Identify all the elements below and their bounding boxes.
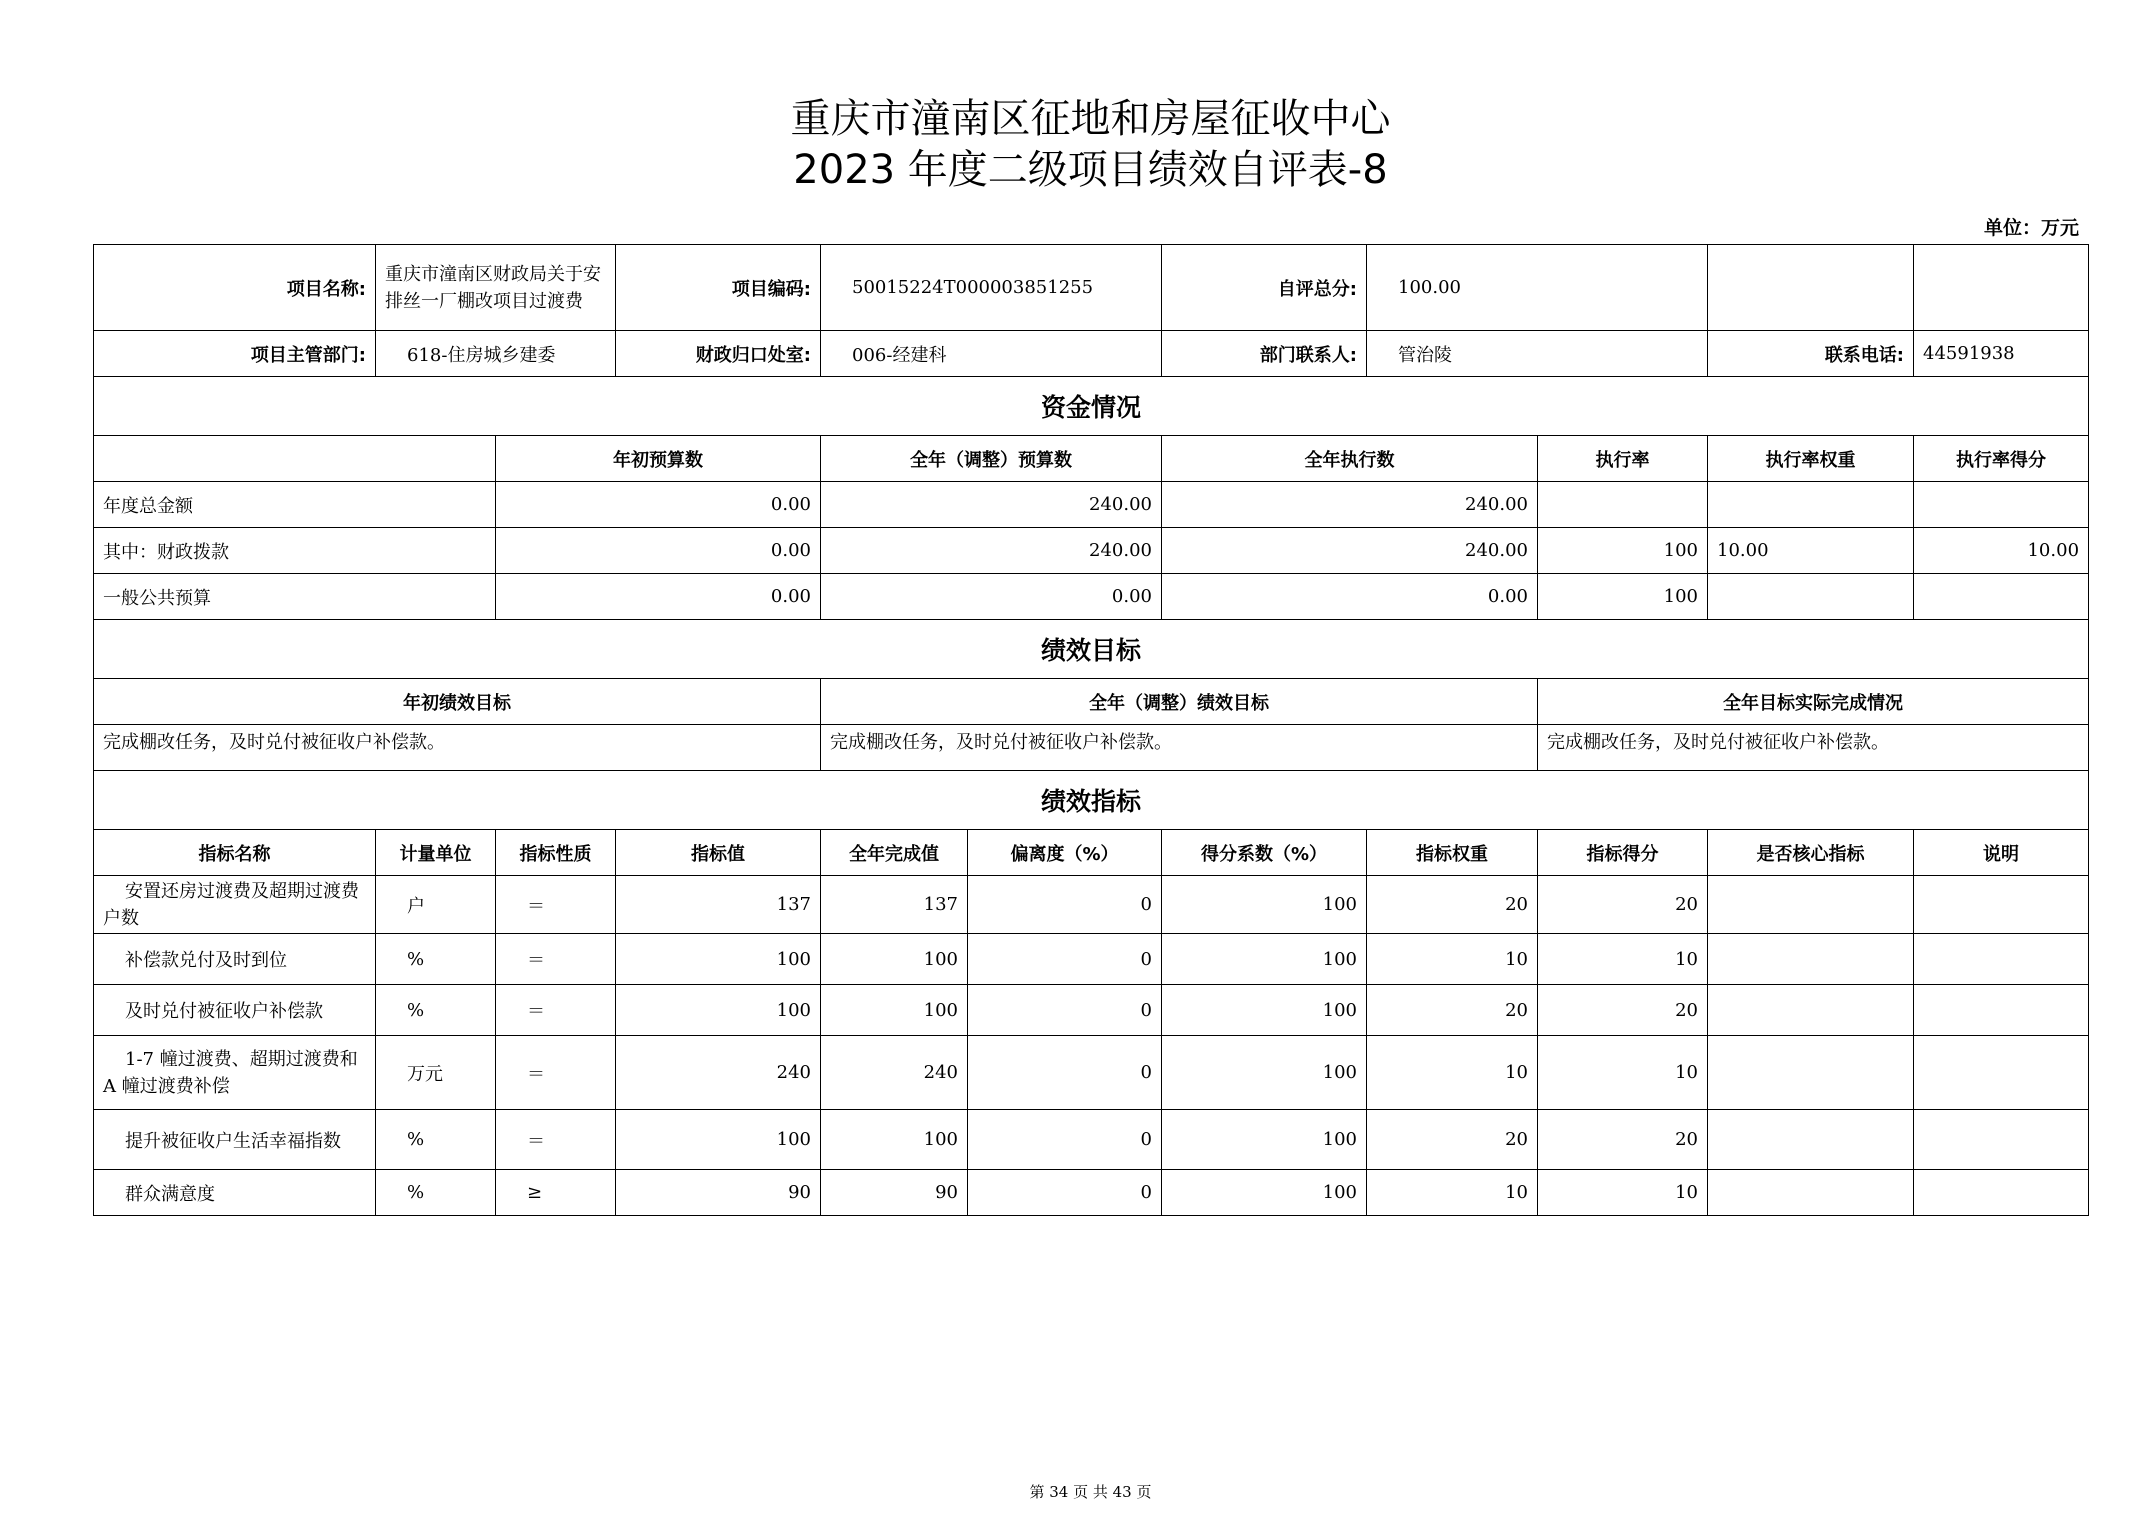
indicator-core xyxy=(1708,1110,1914,1170)
dept-label: 项目主管部门: xyxy=(94,331,376,377)
indicator-name: 1-7 幢过渡费、超期过渡费和 A 幢过渡费补偿 xyxy=(94,1036,376,1110)
indicator-nature: ＝ xyxy=(496,1110,616,1170)
indicator-core xyxy=(1708,1036,1914,1110)
funds-header: 全年执行数 xyxy=(1162,436,1538,482)
funds-executed: 240.00 xyxy=(1162,482,1538,528)
indicator-unit: % xyxy=(376,1170,496,1216)
indicator-core xyxy=(1708,876,1914,934)
indicator-row xyxy=(94,876,2089,934)
indicator-actual: 240 xyxy=(821,1036,968,1110)
indicators-header: 全年完成值 xyxy=(821,830,968,876)
funds-score xyxy=(1914,482,2089,528)
indicator-note xyxy=(1914,876,2089,934)
goals-section-row xyxy=(94,620,2089,679)
funds-row xyxy=(94,528,2089,574)
indicator-name: 及时兑付被征收户补偿款 xyxy=(94,985,376,1036)
indicator-deviation: 0 xyxy=(968,1170,1162,1216)
evaluation-table xyxy=(93,244,2089,1216)
indicator-nature: ≥ xyxy=(496,1170,616,1216)
unit-label: 单位：万元 xyxy=(1983,217,2079,239)
indicator-actual: 100 xyxy=(821,934,968,985)
dept-value: 618-住房城乡建委 xyxy=(376,331,616,377)
indicator-row xyxy=(94,934,2089,985)
funds-row-name: 其中：财政拨款 xyxy=(94,528,496,574)
funds-header: 执行率得分 xyxy=(1914,436,2089,482)
indicator-name: 安置还房过渡费及超期过渡费户数 xyxy=(94,876,376,934)
indicator-actual: 137 xyxy=(821,876,968,934)
indicators-header: 偏离度（%） xyxy=(968,830,1162,876)
indicator-target: 90 xyxy=(616,1170,821,1216)
indicator-deviation: 0 xyxy=(968,1110,1162,1170)
goal-adjusted: 完成棚改任务，及时兑付被征收户补偿款。 xyxy=(821,725,1538,771)
indicator-row xyxy=(94,1110,2089,1170)
indicator-weight: 20 xyxy=(1367,985,1538,1036)
indicator-core xyxy=(1708,934,1914,985)
funds-executed: 0.00 xyxy=(1162,574,1538,620)
goals-header: 全年（调整）绩效目标 xyxy=(821,679,1538,725)
indicator-note xyxy=(1914,934,2089,985)
indicator-row xyxy=(94,985,2089,1036)
goal-initial: 完成棚改任务，及时兑付被征收户补偿款。 xyxy=(94,725,821,771)
indicator-score: 10 xyxy=(1538,1170,1708,1216)
indicator-target: 137 xyxy=(616,876,821,934)
funds-adjusted: 240.00 xyxy=(821,528,1162,574)
indicator-weight: 20 xyxy=(1367,876,1538,934)
indicators-header-row xyxy=(94,830,2089,876)
indicator-unit: % xyxy=(376,985,496,1036)
goals-header: 年初绩效目标 xyxy=(94,679,821,725)
indicators-header: 指标值 xyxy=(616,830,821,876)
goals-section-title: 绩效目标 xyxy=(94,620,2089,679)
indicator-row xyxy=(94,1036,2089,1110)
indicator-unit: % xyxy=(376,934,496,985)
indicator-coef: 100 xyxy=(1162,1036,1367,1110)
indicator-coef: 100 xyxy=(1162,934,1367,985)
finance-office-label: 财政归口处室: xyxy=(616,331,821,377)
indicators-section-row xyxy=(94,771,2089,830)
funds-executed: 240.00 xyxy=(1162,528,1538,574)
indicator-actual: 100 xyxy=(821,985,968,1036)
indicator-deviation: 0 xyxy=(968,876,1162,934)
indicator-target: 100 xyxy=(616,985,821,1036)
project-name-value: 重庆市潼南区财政局关于安排丝一厂棚改项目过渡费 xyxy=(376,245,616,331)
funds-header: 执行率权重 xyxy=(1708,436,1914,482)
funds-row xyxy=(94,574,2089,620)
indicator-weight: 10 xyxy=(1367,934,1538,985)
indicator-unit: % xyxy=(376,1110,496,1170)
self-score-label: 自评总分: xyxy=(1162,245,1367,331)
finance-office-value: 006-经建科 xyxy=(821,331,1162,377)
goals-value-row xyxy=(94,725,2089,771)
indicator-nature: ＝ xyxy=(496,985,616,1036)
funds-initial: 0.00 xyxy=(496,482,821,528)
indicators-section-title: 绩效指标 xyxy=(94,771,2089,830)
indicators-header: 计量单位 xyxy=(376,830,496,876)
indicator-weight: 10 xyxy=(1367,1170,1538,1216)
indicator-nature: ＝ xyxy=(496,1036,616,1110)
contact-label: 部门联系人: xyxy=(1162,331,1367,377)
info-row-2 xyxy=(94,331,2089,377)
funds-header: 年初预算数 xyxy=(496,436,821,482)
indicator-coef: 100 xyxy=(1162,1110,1367,1170)
indicators-header: 是否核心指标 xyxy=(1708,830,1914,876)
indicator-coef: 100 xyxy=(1162,876,1367,934)
funds-rate xyxy=(1538,482,1708,528)
funds-initial: 0.00 xyxy=(496,574,821,620)
indicators-header: 指标名称 xyxy=(94,830,376,876)
funds-adjusted: 0.00 xyxy=(821,574,1162,620)
indicator-score: 20 xyxy=(1538,1110,1708,1170)
indicators-header: 指标得分 xyxy=(1538,830,1708,876)
funds-header-row xyxy=(94,436,2089,482)
indicator-note xyxy=(1914,1036,2089,1110)
indicators-header: 说明 xyxy=(1914,830,2089,876)
funds-weight: 10.00 xyxy=(1708,528,1914,574)
indicator-unit: 户 xyxy=(376,876,496,934)
funds-initial: 0.00 xyxy=(496,528,821,574)
indicator-actual: 100 xyxy=(821,1110,968,1170)
document-title: 重庆市潼南区征地和房屋征收中心 xyxy=(790,96,1391,142)
indicator-coef: 100 xyxy=(1162,1170,1367,1216)
phone-label: 联系电话: xyxy=(1708,331,1914,377)
funds-header: 全年（调整）预算数 xyxy=(821,436,1162,482)
project-name-label: 项目名称: xyxy=(94,245,376,331)
self-score-value: 100.00 xyxy=(1367,245,1708,331)
indicator-score: 10 xyxy=(1538,934,1708,985)
indicator-note xyxy=(1914,1170,2089,1216)
funds-score xyxy=(1914,574,2089,620)
funds-section-row xyxy=(94,377,2089,436)
indicator-deviation: 0 xyxy=(968,985,1162,1036)
funds-row xyxy=(94,482,2089,528)
indicator-nature: ＝ xyxy=(496,934,616,985)
indicator-name: 提升被征收户生活幸福指数 xyxy=(94,1110,376,1170)
goals-header-row xyxy=(94,679,2089,725)
empty-cell xyxy=(94,436,496,482)
empty-cell xyxy=(1914,245,2089,331)
funds-row-name: 一般公共预算 xyxy=(94,574,496,620)
document-subtitle: 2023 年度二级项目绩效自评表-8 xyxy=(793,147,1388,193)
indicators-header: 指标权重 xyxy=(1367,830,1538,876)
indicator-actual: 90 xyxy=(821,1170,968,1216)
indicator-coef: 100 xyxy=(1162,985,1367,1036)
indicator-note xyxy=(1914,985,2089,1036)
funds-section-title: 资金情况 xyxy=(94,377,2089,436)
empty-cell xyxy=(1708,245,1914,331)
contact-value: 管治陵 xyxy=(1367,331,1708,377)
project-code-value: 50015224T000003851255 xyxy=(821,245,1162,331)
funds-weight xyxy=(1708,574,1914,620)
indicator-row xyxy=(94,1170,2089,1216)
indicator-nature: ＝ xyxy=(496,876,616,934)
indicator-target: 100 xyxy=(616,1110,821,1170)
indicator-weight: 20 xyxy=(1367,1110,1538,1170)
indicator-deviation: 0 xyxy=(968,1036,1162,1110)
indicator-score: 20 xyxy=(1538,985,1708,1036)
indicator-name: 群众满意度 xyxy=(94,1170,376,1216)
funds-weight xyxy=(1708,482,1914,528)
indicator-target: 100 xyxy=(616,934,821,985)
funds-score: 10.00 xyxy=(1914,528,2089,574)
funds-header: 执行率 xyxy=(1538,436,1708,482)
funds-rate: 100 xyxy=(1538,574,1708,620)
page-number: 第 34 页 共 43 页 xyxy=(1029,1483,1152,1501)
info-row-1 xyxy=(94,245,2089,331)
indicator-note xyxy=(1914,1110,2089,1170)
indicator-target: 240 xyxy=(616,1036,821,1110)
funds-rate: 100 xyxy=(1538,528,1708,574)
funds-adjusted: 240.00 xyxy=(821,482,1162,528)
indicator-core xyxy=(1708,1170,1914,1216)
indicators-header: 得分系数（%） xyxy=(1162,830,1367,876)
project-code-label: 项目编码: xyxy=(616,245,821,331)
indicator-deviation: 0 xyxy=(968,934,1162,985)
goal-actual: 完成棚改任务，及时兑付被征收户补偿款。 xyxy=(1538,725,2089,771)
goals-header: 全年目标实际完成情况 xyxy=(1538,679,2089,725)
indicator-name: 补偿款兑付及时到位 xyxy=(94,934,376,985)
indicator-score: 10 xyxy=(1538,1036,1708,1110)
indicators-header: 指标性质 xyxy=(496,830,616,876)
indicator-weight: 10 xyxy=(1367,1036,1538,1110)
indicator-unit: 万元 xyxy=(376,1036,496,1110)
indicator-core xyxy=(1708,985,1914,1036)
phone-value: 44591938 xyxy=(1914,331,2089,377)
indicator-score: 20 xyxy=(1538,876,1708,934)
funds-row-name: 年度总金额 xyxy=(94,482,496,528)
